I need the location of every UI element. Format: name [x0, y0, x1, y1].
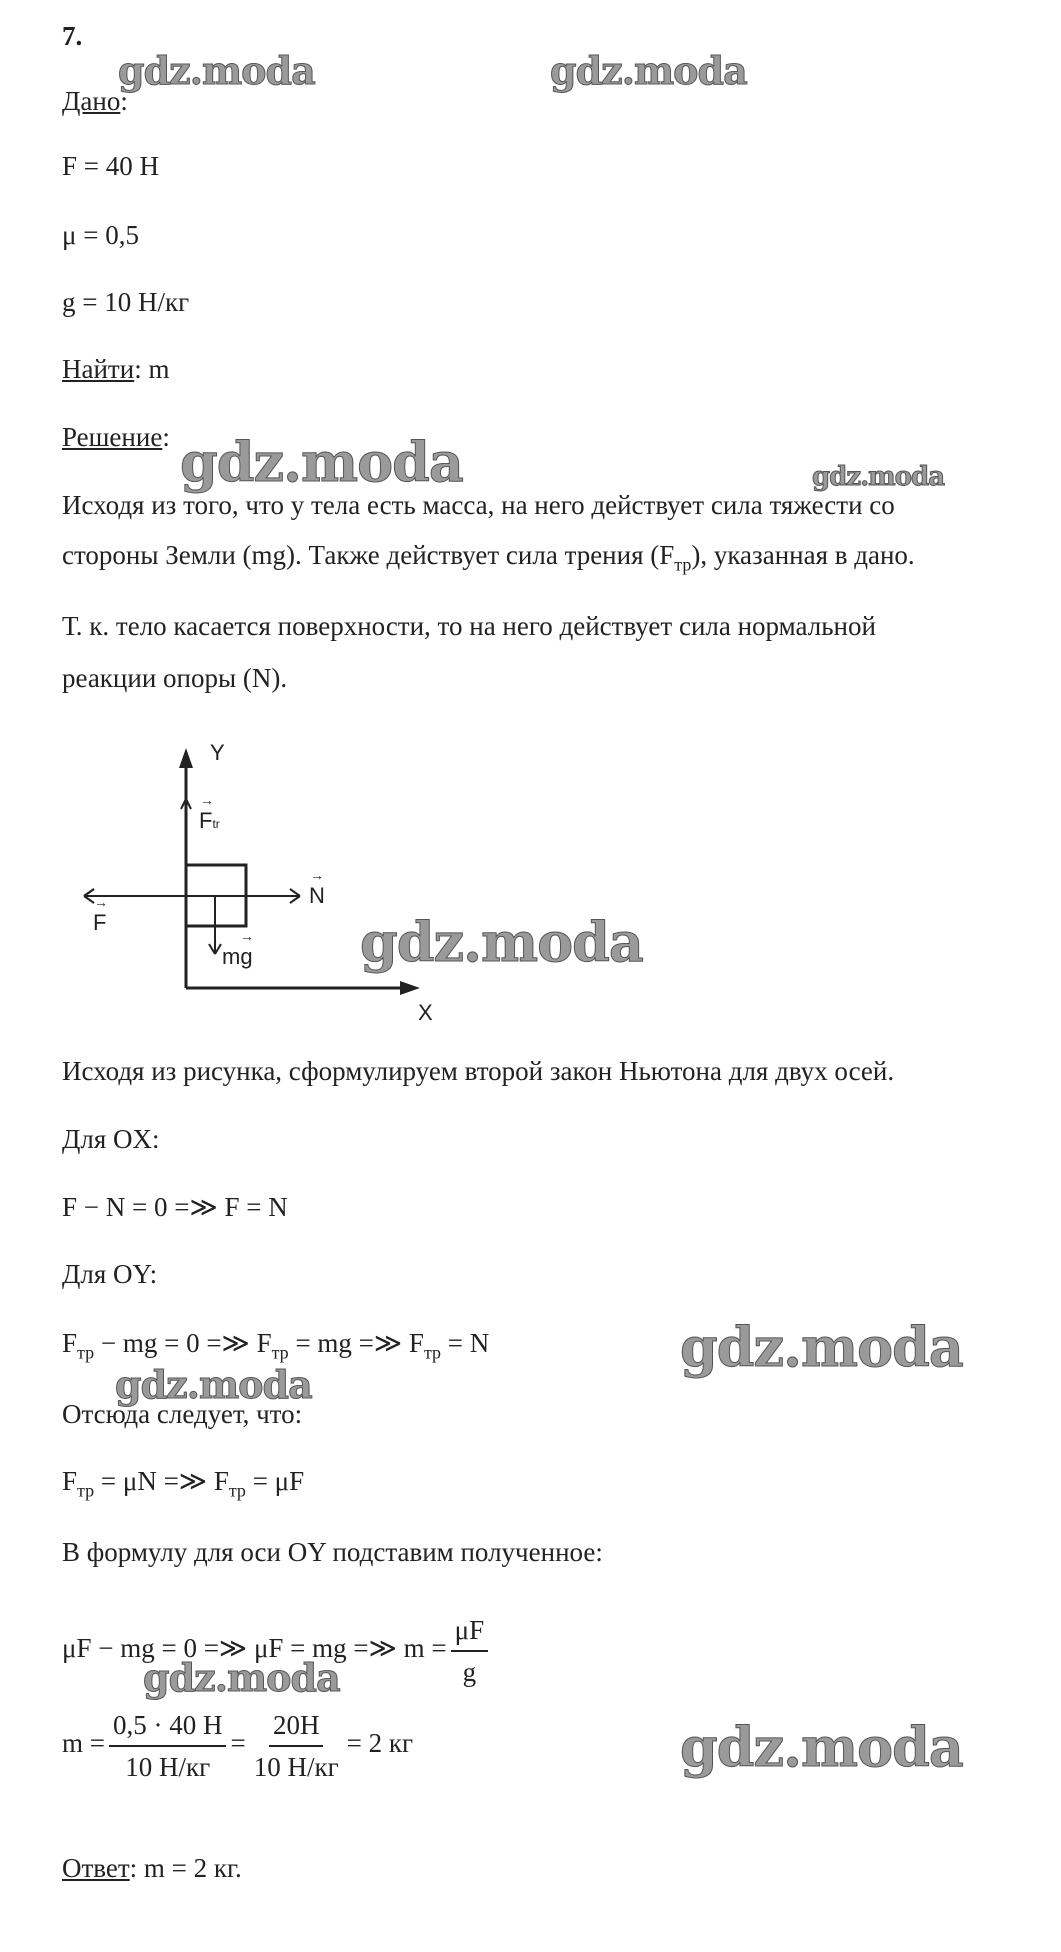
task-number: 7.	[62, 21, 83, 51]
mass-formula: μF − mg = 0 =≫ μF = mg =≫ m = $\frac{\mu F}{g}$	[62, 1610, 492, 1692]
hence-equation: $F_{тр} = \mu N$ =≫ $F_{тр} = \mu F$	[62, 1466, 305, 1501]
given-mu: μ = 0,5	[62, 220, 139, 250]
oy-label: Для OY:	[62, 1259, 158, 1289]
x-axis-label: X	[418, 1000, 433, 1025]
watermark: gdz.moda	[360, 910, 643, 974]
watermark: gdz.moda	[118, 48, 315, 93]
find-label: Найти	[62, 354, 135, 384]
paragraph-line: Исходя из того, что у тела есть масса, на него действует сила тяжести со	[62, 490, 895, 520]
mass-calculation: m = $\frac{0,5 \cdot 40 Н}{10 Н/кг}$ = $\frac{20Н}{10 Н/кг}$ = 2 кг	[62, 1705, 413, 1787]
normal-force-label: → N	[309, 867, 325, 908]
answer-line	[62, 1852, 242, 1884]
hence-text: Отсюда следует, что:	[62, 1399, 303, 1429]
friction-force-label: → Ftr	[199, 792, 220, 833]
watermark: gdz.moda	[550, 48, 747, 93]
answer-label: Ответ	[62, 1853, 130, 1883]
watermark: gdz.moda	[680, 1315, 963, 1379]
paragraph-line: Т. к. тело касается поверхности, то на него действует сила нормальной	[62, 611, 876, 641]
paragraph-line: реакции опоры (N).	[62, 663, 288, 693]
ox-label: Для OX:	[62, 1124, 160, 1154]
watermark: gdz.moda	[680, 1715, 963, 1779]
watermark: gdz.moda	[143, 1655, 340, 1700]
applied-force-label: → F	[93, 894, 108, 935]
given-force: F = 40 Н	[62, 151, 159, 181]
x-axis-arrowhead	[400, 981, 420, 995]
oy-equation: $F_{тр}$ − mg = 0 =≫ $F_{тр}$ = mg =≫ $F_{тр} = N$	[62, 1328, 490, 1363]
after-diagram-text: Исходя из рисунка, сформулируем второй закон Ньютона для двух осей.	[62, 1056, 895, 1086]
gravity-force-label: → mg	[222, 928, 254, 969]
watermark: gdz.moda	[115, 1362, 312, 1407]
y-axis-label: Y	[210, 740, 225, 765]
ox-equation: F − N = 0 =≫ F = N	[62, 1192, 288, 1222]
given-heading: Дано:	[62, 86, 128, 116]
y-axis-arrowhead	[179, 748, 193, 768]
find-value: : m	[134, 354, 170, 384]
solution-label: Решение	[62, 422, 163, 452]
watermark: gdz.moda	[180, 430, 463, 494]
given-g: g = 10 Н/кг	[62, 287, 190, 317]
given-label: Дано	[62, 86, 121, 116]
answer-value: : m = 2 кг.	[129, 1853, 242, 1883]
substitute-text: В формулу для оси OY подставим полученное:	[62, 1537, 603, 1567]
watermark: gdz.moda	[812, 462, 945, 492]
solution-heading: Решение:	[62, 422, 170, 452]
paragraph-line: стороны Земли (mg). Также действует сила трения $(F_{тр})$, указанная в дано.	[62, 540, 915, 575]
